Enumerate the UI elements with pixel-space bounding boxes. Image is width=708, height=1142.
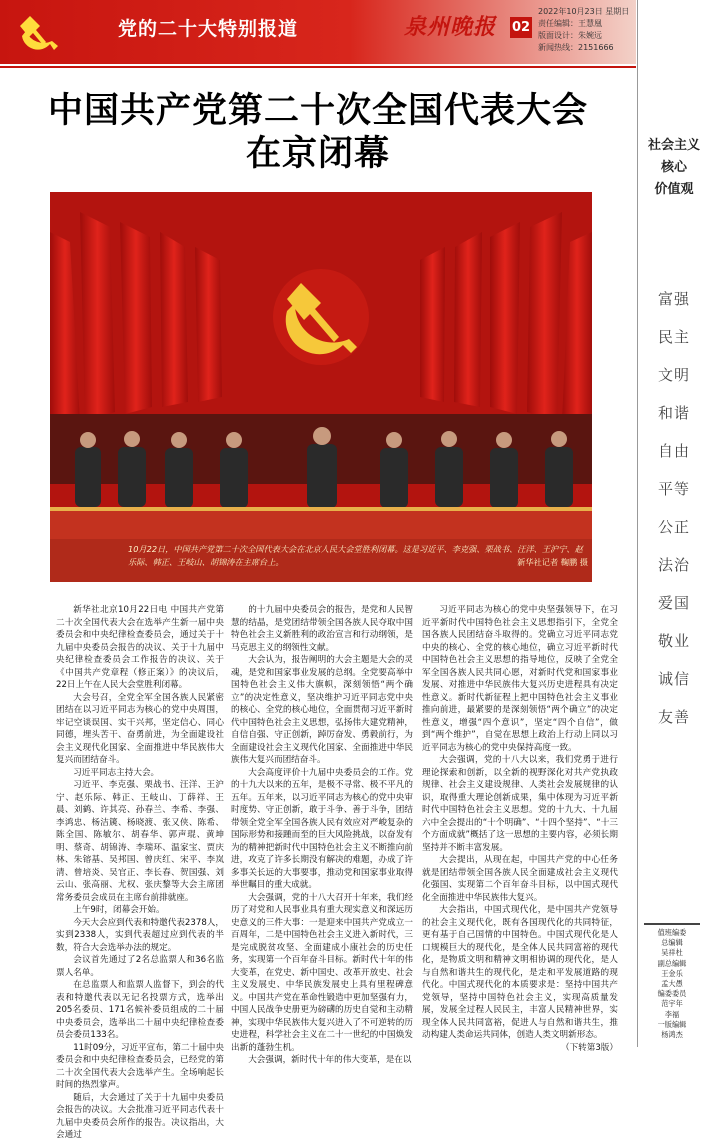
- newspaper-name: 泉州晚报: [404, 14, 497, 40]
- paragraph: 的十九届中央委员会的报告，是党和人民智慧的结晶，是党团结带领全国各族人民夺取中国特色社会主义新胜利的政治宣言和行动纲领，是马克思主义的纲领性文献。: [231, 605, 413, 653]
- core-values-title: 社会主义 核心 价值观: [647, 138, 700, 197]
- value-item: 富强: [657, 290, 690, 308]
- paragraph: 上午9时，闭幕会开始。: [73, 905, 165, 915]
- congress-scene: [50, 192, 592, 582]
- value-item: 爱国: [657, 594, 690, 612]
- value-item: 公正: [657, 518, 690, 536]
- party-emblem-icon: [12, 6, 62, 56]
- value-item: 自由: [657, 442, 690, 460]
- paragraph: 新华社北京10月22日电 中国共产党第二十次全国代表大会在选举产生新一届中央委员会和中央纪律检查委员会，通过关于十九届中央委员会报告的决议、关于十九届中央纪律检查委员会工作报告的决议、关于《中国共产党章程（修正案）》的决议后，22日上午在人民大会堂胜利闭幕。: [56, 605, 224, 690]
- design-line: 版面设计：朱婉远: [538, 31, 602, 40]
- paragraph: 大会提出，从现在起，中国共产党的中心任务就是团结带领全国各族人民全面建成社会主义现代化强国、实现第二个百年奋斗目标，以中国式现代化全面推进中华民族伟大复兴。: [422, 855, 618, 903]
- article-column-1: [56, 604, 224, 1142]
- headline-line-2: 在京闭幕: [245, 133, 390, 174]
- column-divider: [637, 0, 638, 1047]
- photo-caption: [128, 543, 588, 569]
- value-item: 文明: [657, 366, 690, 384]
- value-item: 民主: [657, 328, 690, 346]
- editor-credits: 值班编委 总编辑 吴祥杜 副总编辑 王金乐 孟大愚 编委委员 范宇年 李福 一版编辑 杨鸿杰: [644, 923, 700, 1040]
- paragraph: 大会强调，党的十八大以来，我们党勇于进行理论探索和创新，以全新的视野深化对共产党执政规律、社会主义建设规律、人类社会发展规律的认识，取得重大理论创新成果，集中体现为习近平新时代中国特色社会主义思想。党的十九大、十九届六中全会提出的“十个明确”、“十四个坚持”、“十三个方面成就”概括了这一思想的主要内容，必须长期坚持并不断丰富发展。: [422, 755, 618, 853]
- value-item: 诚信: [657, 670, 690, 688]
- value-item: 平等: [657, 480, 690, 498]
- hotline-line: 新闻热线：2151666: [538, 43, 614, 52]
- paragraph: 大会号召，全党全军全国各族人民紧密团结在以习近平同志为核心的党中央周围，牢记空谈误国、实干兴邦，坚定信心、同心同德，埋头苦干、奋勇前进，为全面建设社会主义现代化国家、全面推进中华民族伟大复兴而团结奋斗。: [56, 692, 224, 765]
- value-item: 友善: [657, 708, 690, 726]
- date-line: 2022年10月23日 星期日: [538, 7, 630, 16]
- paragraph: 随后，大会通过了关于十九届中央委员会报告的决议。大会批准习近平同志代表十九届中央委员会所作的报告。决议指出，大会通过: [56, 1092, 224, 1140]
- paragraph: 大会强调，新时代十年的伟大变革，是在以: [248, 1055, 412, 1065]
- congress-photo: [50, 192, 592, 582]
- paragraph: 习近平同志为核心的党中央坚强领导下，在习近平新时代中国特色社会主义思想指引下，全党全国各族人民团结奋斗取得的。党确立习近平同志党中央的核心、全党的核心地位，确立习近平新时代中国特色社会主义思想的指导地位，反映了全党全军全国各族人民共同心愿，对新时代党和国家事业发展、对推进中华民族伟大复兴历史进程具有决定性意义。新时代新征程上把中国特色社会主义事业推向前进，最紧要的是深刻领悟“两个确立”的决定性意义，增强“四个意识”，坚定“四个自信”，做到“两个维护”，自觉在思想上政治上行动上同以习近平同志为核心的党中央保持高度一致。: [422, 605, 618, 753]
- paragraph: 大会认为，报告阐明的大会主题是大会的灵魂，是党和国家事业发展的总纲。全党要高举中国特色社会主义伟大旗帜，深刻领悟“两个确立”的决定性意义，坚决维护习近平同志党中央的核心、全党的核心地位，全面贯彻习近平新时代中国特色社会主义思想，弘扬伟大建党精神，自信自强、守正创新，踔厉奋发、勇毅前行，为全面建设社会主义现代化国家、全面推进中华民族伟大复兴而团结奋斗。: [231, 655, 413, 765]
- photo-credit: 新华社记者 鞠鹏 摄: [517, 557, 588, 567]
- editor-line: 责任编辑：王慧凰: [538, 19, 602, 28]
- paragraph: 大会高度评价十九届中央委员会的工作。党的十九大以来的五年，是极不寻常、极不平凡的五年。五年来，以习近平同志为核心的党中央审时度势、守正创新，敢于斗争、善于斗争，团结带领全党全军全国各族人民有效应对严峻复杂的国际形势和接踵而至的巨大风险挑战，以奋发有为的精神把新时代中国特色社会主义不断推向前进，攻克了许多长期没有解决的难题，办成了许多事关长远的大事要事，推动党和国家事业取得举世瞩目的重大成就。: [231, 767, 413, 890]
- paragraph: 习近平同志主持大会。: [73, 767, 160, 778]
- paragraph: 11时09分，习近平宣布，第二十届中央委员会和中央纪律检查委员会，已经党的第二十次全国代表大会选举产生。全场响起长时间的热烈掌声。: [56, 1042, 224, 1090]
- paragraph: 会议首先通过了2名总监票人和36名监票人名单。: [56, 955, 224, 978]
- paragraph: 大会强调，党的十八大召开十年来，我们经历了对党和人民事业具有重大现实意义和深远历史意义的三件大事：一是迎来中国共产党成立一百周年，二是中国特色社会主义进入新时代，三是完成脱贫攻坚、全面建成小康社会的历史任务，实现第一个百年奋斗目标。新时代十年的伟大变革，在党史、新中国史、改革开放史、社会主义发展史、中华民族发展史上具有里程碑意义。中国共产党在革命性锻造中更加坚强有力，中国人民战争史册更为磅礴的历史自觉和主动精神，实现中华民族伟大复兴进入了不可逆转的历史进程，科学社会主义在二十一世纪的中国焕发出新的蓬勃生机。: [231, 892, 413, 1053]
- hammer-sickle-emblem-icon: [273, 269, 369, 365]
- continue-note: （下转第3版）: [560, 1042, 618, 1053]
- caption-text: 10月22日，中国共产党第二十次全国代表大会在北京人民大会堂胜利闭幕。这是习近平、李克强、栗战书、汪洋、王沪宁、赵乐际、韩正、王岐山、胡锦涛在主席台上。: [128, 544, 583, 567]
- core-values-list: [640, 280, 708, 736]
- page-number: 02: [510, 17, 532, 38]
- paragraph: 习近平、李克强、栗战书、汪洋、王沪宁、赵乐际、韩正、王岐山、丁薛祥、王晨、刘鹤、许其亮、孙春兰、李希、李强、李鸿忠、杨洁篪、杨晓渡、张又侠、陈希、陈全国、陈敏尔、胡春华、郭声琨、黄坤明、蔡奇、胡锦涛、李瑞环、温家宝、贾庆林、朱镕基、吴邦国、曾庆红、宋平、李岚清、曾培炎、吴官正、李长春、贺国强、刘云山、张高丽、尤权、张庆黎等大会主席团常务委员会成员在主席台前排就座。: [56, 780, 224, 903]
- article-column-2: [231, 604, 413, 1067]
- paragraph: 大会指出，中国式现代化，是中国共产党领导的社会主义现代化，既有各国现代化的共同特征，更有基于自己国情的中国特色。中国式现代化是人口规模巨大的现代化，是全体人民共同富裕的现代化，是物质文明和精神文明相协调的现代化，是人与自然和谐共生的现代化，是走和平发展道路的现代化。中国式现代化的本质要求是：坚持中国共产党领导，坚持中国特色社会主义，实现高质量发展，发展全过程人民民主，丰富人民精神世界，实现全体人民共同富裕，促进人与自然和谐共生，推动构建人类命运共同体，创造人类文明新形态。: [422, 905, 618, 1040]
- value-item: 敬业: [657, 632, 690, 650]
- value-item: 和谐: [657, 404, 690, 422]
- article-column-3: [422, 604, 618, 1054]
- paragraph: 在总监票人和监票人监督下，到会的代表和特邀代表以无记名投票方式，选举出205名委员、171名候补委员组成的二十届中央委员会，选举出二十届中央纪律检查委员会委员133名。: [56, 980, 224, 1040]
- headline-line-1: 中国共产党第二十次全国代表大会: [47, 90, 588, 131]
- paragraph: 今天大会应到代表和特邀代表2378人，实到2338人，实到代表超过应到代表的半数，符合大会选举办法的规定。: [56, 917, 224, 953]
- section-title: 党的二十大特别报道: [118, 18, 299, 40]
- value-item: 法治: [657, 556, 690, 574]
- header-rule: [0, 66, 636, 68]
